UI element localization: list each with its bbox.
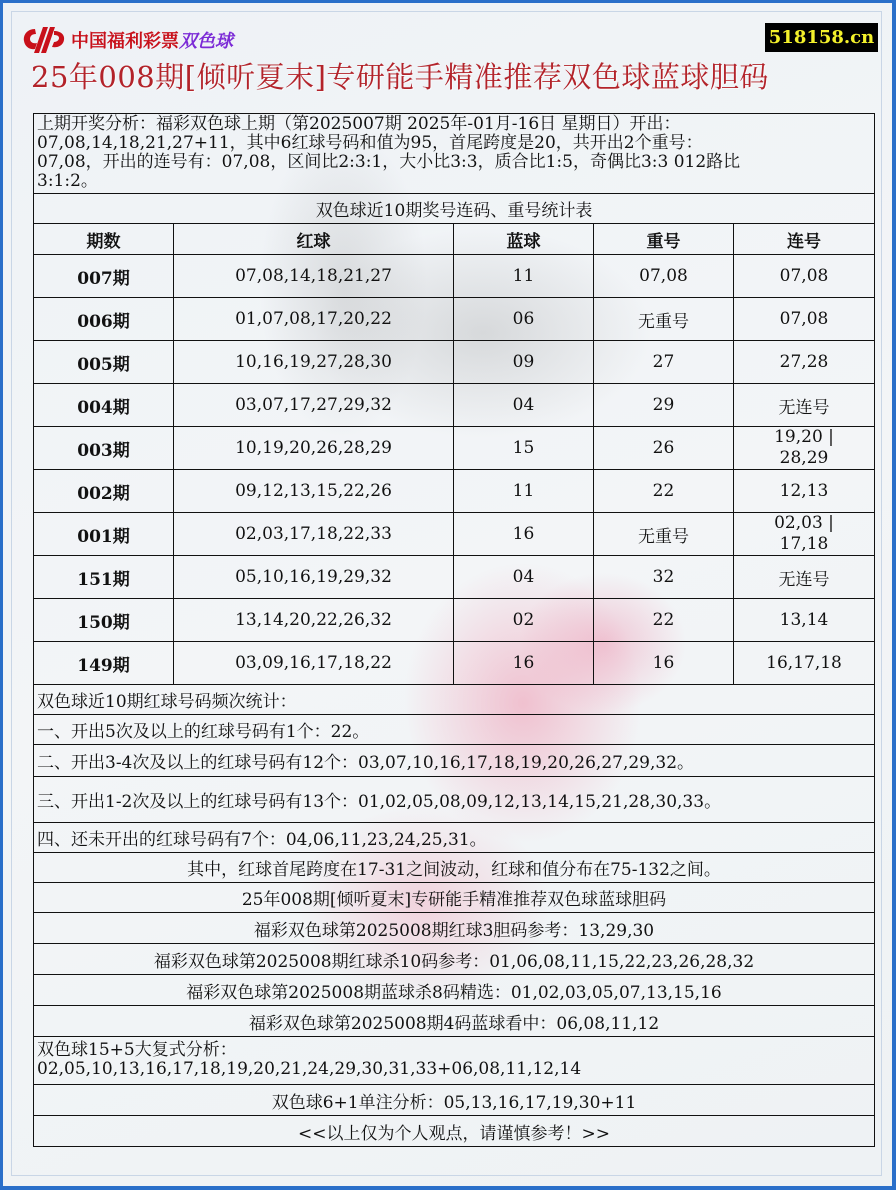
blue-ball-cell: 11 xyxy=(454,470,594,513)
consecutive-cell xyxy=(734,513,875,556)
single-row xyxy=(34,1085,875,1116)
consecutive-cell: 无连号 xyxy=(734,556,875,599)
red-ball-cell: 07,08,14,18,21,27 xyxy=(174,255,454,298)
table-row xyxy=(34,556,875,599)
column-header: 期数 xyxy=(34,224,174,255)
blue-kill-row xyxy=(34,975,875,1006)
blue-ball-cell: 04 xyxy=(454,556,594,599)
frequency-row xyxy=(34,745,875,777)
period-cell: 150期 xyxy=(34,599,174,642)
blue-ball-cell: 02 xyxy=(454,599,594,642)
red-kill-reference: 福彩双色球第2025008期红球杀10码参考：01,06,08,11,15,22,23,26,28,32 xyxy=(34,944,875,975)
period-cell: 006期 xyxy=(34,298,174,341)
cwl-logo-icon xyxy=(21,25,67,55)
blue-ball-cell: 15 xyxy=(454,427,594,470)
consecutive-line: 02,03 | xyxy=(774,513,834,533)
table-row xyxy=(34,427,875,470)
table-row xyxy=(34,642,875,685)
frequency-title-row xyxy=(34,685,875,715)
red-ball-cell: 02,03,17,18,22,33 xyxy=(174,513,454,556)
period-cell: 002期 xyxy=(34,470,174,513)
blue-kill-selection: 福彩双色球第2025008期蓝球杀8码精选：01,02,03,05,07,13,15,16 xyxy=(34,975,875,1006)
frequency-item: 一、开出5次及以上的红球号码有1个：22。 xyxy=(34,715,875,745)
analysis-line: 07,08，开出的连号有：07,08，区间比2:3:1，大小比3:3，质合比1:5，奇偶比3:3 012路比 xyxy=(37,152,741,172)
logo-product: 双色球 xyxy=(179,31,233,52)
compound-value: 02,05,10,13,16,17,18,19,20,21,24,29,30,31,33+06,08,11,12,14 xyxy=(37,1059,582,1079)
repeat-cell: 无重号 xyxy=(594,298,734,341)
stats-table-title-row xyxy=(34,194,875,224)
last-draw-analysis xyxy=(34,114,875,194)
repeat-cell: 16 xyxy=(594,642,734,685)
table-row xyxy=(34,513,875,556)
blue-pick-row xyxy=(34,1006,875,1037)
consecutive-line: 28,29 xyxy=(779,448,829,468)
frequency-item: 二、开出3-4次及以上的红球号码有12个：03,07,10,16,17,18,19,20,26,27,29,32。 xyxy=(34,745,875,777)
compound-row xyxy=(34,1037,875,1085)
frequency-item: 三、开出1-2次及以上的红球号码有13个：01,02,05,08,09,12,13,14,15,21,28,30,33。 xyxy=(34,777,875,823)
period-cell: 007期 xyxy=(34,255,174,298)
period-cell: 149期 xyxy=(34,642,174,685)
frequency-row xyxy=(34,777,875,823)
blue-ball-cell: 04 xyxy=(454,384,594,427)
repeat-cell: 22 xyxy=(594,599,734,642)
analysis-line: 3:1:2。 xyxy=(37,171,98,191)
repeat-cell: 无重号 xyxy=(594,513,734,556)
blue-ball-cell: 16 xyxy=(454,642,594,685)
consecutive-cell: 13,14 xyxy=(734,599,875,642)
analysis-line: 07,08,14,18,21,27+11，其中6红球号码和值为95，首尾跨度是20，共开出2个重号： xyxy=(37,133,703,153)
frequency-item: 四、还未开出的红球号码有7个：04,06,11,23,24,25,31。 xyxy=(34,823,875,853)
frequency-summary-row xyxy=(34,853,875,883)
period-cell: 003期 xyxy=(34,427,174,470)
analysis-table xyxy=(33,113,875,1147)
analysis-line: 上期开奖分析：福彩双色球上期（第2025007期 2025年-01月-16日 星期日）开出： xyxy=(37,114,681,134)
frequency-row xyxy=(34,715,875,745)
red-ball-cell: 05,10,16,19,29,32 xyxy=(174,556,454,599)
period-cell: 151期 xyxy=(34,556,174,599)
table-row xyxy=(34,341,875,384)
stats-table-header xyxy=(34,224,875,255)
table-row xyxy=(34,384,875,427)
blue-ball-cell: 09 xyxy=(454,341,594,384)
consecutive-cell: 无连号 xyxy=(734,384,875,427)
consecutive-cell: 07,08 xyxy=(734,298,875,341)
column-header: 重号 xyxy=(594,224,734,255)
repeat-cell: 07,08 xyxy=(594,255,734,298)
red-ball-cell: 13,14,20,22,26,32 xyxy=(174,599,454,642)
red-ball-cell: 03,07,17,27,29,32 xyxy=(174,384,454,427)
red-dan-reference: 福彩双色球第2025008期红球3胆码参考：13,29,30 xyxy=(34,913,875,944)
table-row xyxy=(34,298,875,341)
table-row xyxy=(34,599,875,642)
blue-ball-cell: 16 xyxy=(454,513,594,556)
frequency-title: 双色球近10期红球号码频次统计： xyxy=(34,685,875,715)
frequency-summary: 其中，红球首尾跨度在17-31之间波动，红球和值分布在75-132之间。 xyxy=(34,853,875,883)
page-title: 25年008期[倾听夏末]专研能手精准推荐双色球蓝球胆码 xyxy=(31,60,769,94)
consecutive-cell: 07,08 xyxy=(734,255,875,298)
red-kill-row xyxy=(34,944,875,975)
consecutive-cell xyxy=(734,427,875,470)
repeat-cell: 32 xyxy=(594,556,734,599)
repeat-cell: 26 xyxy=(594,427,734,470)
red-ball-cell: 01,07,08,17,20,22 xyxy=(174,298,454,341)
red-ball-cell: 09,12,13,15,22,26 xyxy=(174,470,454,513)
repeat-cell: 27 xyxy=(594,341,734,384)
repeat-cell: 22 xyxy=(594,470,734,513)
site-badge[interactable]: 518158.cn xyxy=(765,23,878,52)
column-header: 连号 xyxy=(734,224,875,255)
consecutive-cell: 12,13 xyxy=(734,470,875,513)
compound-title: 双色球15+5大复式分析： xyxy=(37,1040,237,1060)
consecutive-line: 17,18 xyxy=(779,534,829,554)
repeat-cell: 29 xyxy=(594,384,734,427)
blue-ball-cell: 06 xyxy=(454,298,594,341)
blue-pick: 福彩双色球第2025008期4码蓝球看中：06,08,11,12 xyxy=(34,1006,875,1037)
red-ball-cell: 10,19,20,26,28,29 xyxy=(174,427,454,470)
red-ball-cell: 03,09,16,17,18,22 xyxy=(174,642,454,685)
last-draw-analysis-row xyxy=(34,114,875,194)
compound-analysis xyxy=(34,1037,875,1085)
logo-text: 中国福利彩票 xyxy=(71,31,179,52)
table-row xyxy=(34,255,875,298)
disclaimer-row xyxy=(34,1116,875,1147)
red-ball-cell: 10,16,19,27,28,30 xyxy=(174,341,454,384)
consecutive-cell: 27,28 xyxy=(734,341,875,384)
single-analysis: 双色球6+1单注分析：05,13,16,17,19,30+11 xyxy=(34,1085,875,1116)
consecutive-line: 19,20 | xyxy=(774,427,834,447)
column-header: 蓝球 xyxy=(454,224,594,255)
stats-table-title: 双色球近10期奖号连码、重号统计表 xyxy=(34,194,875,224)
red-dan-row xyxy=(34,913,875,944)
period-cell: 001期 xyxy=(34,513,174,556)
column-header: 红球 xyxy=(174,224,454,255)
frequency-row xyxy=(34,823,875,853)
disclaimer: <<以上仅为个人观点，请谨慎参考！>> xyxy=(34,1116,875,1147)
table-row xyxy=(34,470,875,513)
recommend-title: 25年008期[倾听夏末]专研能手精准推荐双色球蓝球胆码 xyxy=(34,883,875,913)
consecutive-cell: 16,17,18 xyxy=(734,642,875,685)
blue-ball-cell: 11 xyxy=(454,255,594,298)
recommend-title-row xyxy=(34,883,875,913)
period-cell: 005期 xyxy=(34,341,174,384)
period-cell: 004期 xyxy=(34,384,174,427)
welfare-lottery-logo xyxy=(21,25,233,55)
